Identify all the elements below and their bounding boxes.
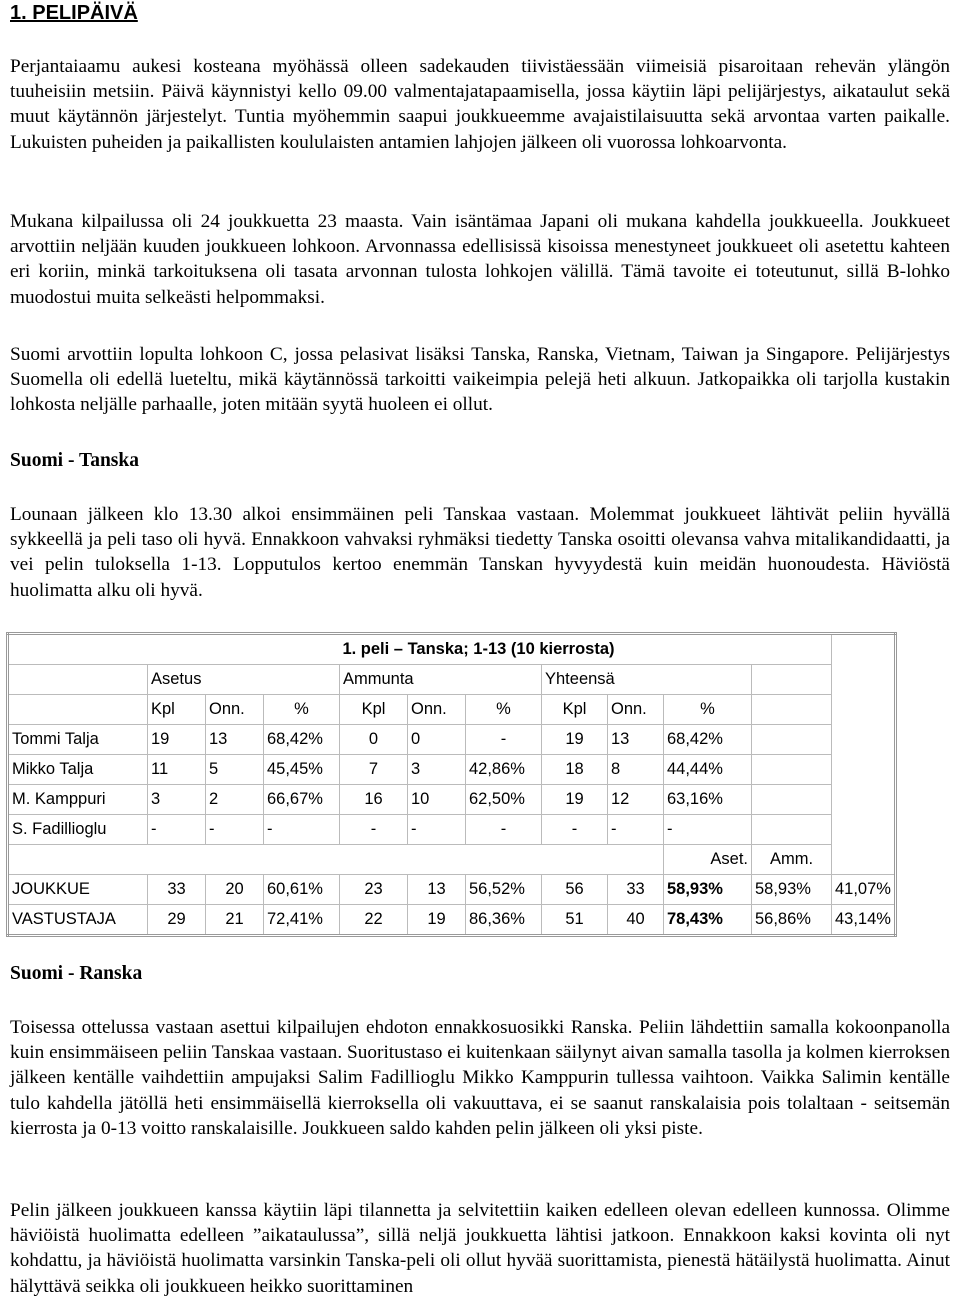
table-cell: 22 — [340, 905, 408, 936]
share-header-row — [8, 845, 896, 875]
intro-paragraph-1: Perjantaiaamu aukesi kosteana myöhässä olleen sadekauden tiivistäessään viimeisiä pisaroitaan rehevän ylängön tuuheisiin metsiin. Päivä käynnistyi kello 09.00 valmentajatapaamisella, jossa käytiin läpi pelijärjestys, aikataulut sekä muut käytännön järjestelyt. Tuntia myöhemmin saapui joukkueemme avajaistilaisuutta sekä arvontaa varten paikalle. Lukuisten puheiden ja paikallisten koululaisten antamien lahjojen jälkeen oli vuorossa lohkoarvonta. — [10, 56, 950, 153]
share-amm: 43,14% — [832, 905, 896, 936]
player-name: S. Fadillioglu — [8, 815, 148, 845]
table-cell: - — [148, 815, 206, 845]
table-cell: 10 — [408, 785, 466, 815]
table-cell: 45,45% — [264, 755, 340, 785]
table-cell: 62,50% — [466, 785, 542, 815]
player-name: M. Kamppuri — [8, 785, 148, 815]
section-heading-tanska: Suomi - Tanska — [10, 450, 139, 471]
table-cell: 13 — [608, 725, 664, 755]
table-cell: 11 — [148, 755, 206, 785]
subheader-row — [8, 695, 896, 725]
subheader: Kpl — [340, 695, 408, 725]
table-cell: - — [466, 725, 542, 755]
tanska-paragraph: Lounaan jälkeen klo 13.30 alkoi ensimmäinen peli Tanskaa vastaan. Molemmat joukkueet lähtivät peliin hyvällä sykkeellä ja peli taso oli hyvä. Ennakkoon vahvaksi ryhmäksi tiedetty Tanska osoitti olevansa vahva mitalikandidaatti, ja vei pelin tuloksella 1-13. Lopputulos kertoo enemmän Tanskan hyvyydestä kuin meidän huonoudesta. Häviöstä huolimatta alku oli hyvä. — [10, 504, 950, 601]
team-name: VASTUSTAJA — [8, 905, 148, 936]
subheader: Onn. — [408, 695, 466, 725]
table-cell: 7 — [340, 755, 408, 785]
share-header-amm: Amm. — [752, 845, 832, 875]
total-percent: 58,93% — [664, 875, 752, 905]
table-title: 1. peli – Tanska; 1-13 (10 kierrosta) — [8, 634, 832, 665]
subheader: % — [264, 695, 340, 725]
table-cell: 19 — [408, 905, 466, 936]
table-cell: 13 — [408, 875, 466, 905]
group-header-ammunta: Ammunta — [340, 665, 542, 695]
table-cell: 19 — [542, 785, 608, 815]
ranska-paragraph-1: Toisessa ottelussa vastaan asettui kilpailujen ehdoton ennakkosuosikki Ranska. Peliin lähdettiin samalla kokoonpanolla kuin ensimmäiseen peliin Tanskaa vastaan. Suoritustaso ei kuitenkaan säilynyt aivan samalla tasolla ja kolmen kierroksen jälkeen kentälle vaihdettiin ampujaksi Salim Fadillioglu Mikko Kamppurin tullessa vaihtoon. Vaikka Salimin kentälle tulo kahdella jätöllä heti ensimmäisellä kierroksella oli vakuuttava, ei se saanut ranskalaisia pois tolaltaan - seitsemän kierrosta ja 0-13 voitto ranskalaisille. Joukkueen saldo kahden pelin jälkeen oli yksi piste. — [10, 1017, 950, 1139]
table-cell: - — [264, 815, 340, 845]
table-cell: 44,44% — [664, 755, 752, 785]
table-cell: 21 — [206, 905, 264, 936]
table-cell: 20 — [206, 875, 264, 905]
share-aset: 56,86% — [752, 905, 832, 936]
table-row — [8, 815, 896, 845]
table-cell: 86,36% — [466, 905, 542, 936]
table-cell: 51 — [542, 905, 608, 936]
table-cell: 3 — [148, 785, 206, 815]
table-title-row — [8, 634, 896, 665]
table-cell: 33 — [148, 875, 206, 905]
table-cell: - — [206, 815, 264, 845]
table-cell: - — [542, 815, 608, 845]
intro-paragraph-2: Mukana kilpailussa oli 24 joukkuetta 23 maasta. Vain isäntämaa Japani oli mukana kahdella joukkueella. Joukkueet arvottiin neljään kuuden joukkueen lohkoon. Arvonnassa edellisissä kisoissa menestyneet joukkueet oli asetettu kahteen eri koriin, minkä tarkoituksena oli tasata arvonnan tulosta lohkojen välillä. Tämä tavoite ei toteutunut, sillä B-lohko muodostui muita selkeästi helpommaksi. — [10, 211, 950, 308]
team-row — [8, 905, 896, 936]
page-title: 1. PELIPÄIVÄ — [10, 2, 138, 24]
table-cell: 63,16% — [664, 785, 752, 815]
share-header-aset: Aset. — [664, 845, 752, 875]
table-cell: 56,52% — [466, 875, 542, 905]
table-cell: 42,86% — [466, 755, 542, 785]
table-cell: 0 — [408, 725, 466, 755]
subheader: % — [664, 695, 752, 725]
share-amm: 41,07% — [832, 875, 896, 905]
table-cell: 66,67% — [264, 785, 340, 815]
section-heading-ranska: Suomi - Ranska — [10, 963, 143, 984]
table-cell: 8 — [608, 755, 664, 785]
table-cell: 16 — [340, 785, 408, 815]
table-cell: 33 — [608, 875, 664, 905]
table-cell: - — [408, 815, 466, 845]
table-cell: 68,42% — [264, 725, 340, 755]
player-name: Tommi Talja — [8, 725, 148, 755]
table-cell: 60,61% — [264, 875, 340, 905]
team-row — [8, 875, 896, 905]
table-cell: 12 — [608, 785, 664, 815]
table-cell: 2 — [206, 785, 264, 815]
table-cell: - — [664, 815, 752, 845]
table-row — [8, 785, 896, 815]
group-header-row — [8, 665, 896, 695]
group-header-yhteensa: Yhteensä — [542, 665, 752, 695]
subheader: % — [466, 695, 542, 725]
subheader: Kpl — [148, 695, 206, 725]
table-cell: 0 — [340, 725, 408, 755]
table-cell: - — [340, 815, 408, 845]
table-cell: 19 — [148, 725, 206, 755]
table-cell: 68,42% — [664, 725, 752, 755]
table-cell: 56 — [542, 875, 608, 905]
subheader: Onn. — [206, 695, 264, 725]
subheader: Kpl — [542, 695, 608, 725]
table-cell: 19 — [542, 725, 608, 755]
table-cell: - — [608, 815, 664, 845]
table-row — [8, 755, 896, 785]
table-cell: 3 — [408, 755, 466, 785]
group-header-asetus: Asetus — [148, 665, 340, 695]
table-cell: 13 — [206, 725, 264, 755]
player-name: Mikko Talja — [8, 755, 148, 785]
table-cell: 40 — [608, 905, 664, 936]
table-row — [8, 725, 896, 755]
table-cell: - — [466, 815, 542, 845]
table-cell: 72,41% — [264, 905, 340, 936]
ranska-paragraph-2: Pelin jälkeen joukkueen kanssa käytiin läpi tilannetta ja selvitettiin kaiken edelleen olevan edelleen kunnossa. Olimme häviöistä huolimatta edelleen ”aikataulussa”, sillä neljä joukkuetta lähtisi jatkoon. Ennakkoon kaksi kovinta oli nyt kohdattu, ja häviöistä huolimatta varsinkin Tanska-peli oli ollut hyvää suorittamista, pienestä hätäilystä huolimatta. Ainut hälyttävä seikka oli joukkueen heikko suorittaminen — [10, 1200, 950, 1297]
table-cell: 5 — [206, 755, 264, 785]
table-cell: 29 — [148, 905, 206, 936]
game-stats-table — [6, 632, 897, 937]
total-percent: 78,43% — [664, 905, 752, 936]
share-aset: 58,93% — [752, 875, 832, 905]
subheader: Onn. — [608, 695, 664, 725]
intro-paragraph-3: Suomi arvottiin lopulta lohkoon C, jossa pelasivat lisäksi Tanska, Ranska, Vietnam, Taiwan ja Singapore. Pelijärjestys Suomella oli edellä lueteltu, mikä käytännössä tarkoitti vaikeimpia pelejä heti alkuun. Jatkopaikka oli tarjolla kustakin lohkosta neljälle parhaalle, joten mitään syytä huoleen ei ollut. — [10, 344, 950, 416]
team-name: JOUKKUE — [8, 875, 148, 905]
table-cell: 23 — [340, 875, 408, 905]
table-cell: 18 — [542, 755, 608, 785]
